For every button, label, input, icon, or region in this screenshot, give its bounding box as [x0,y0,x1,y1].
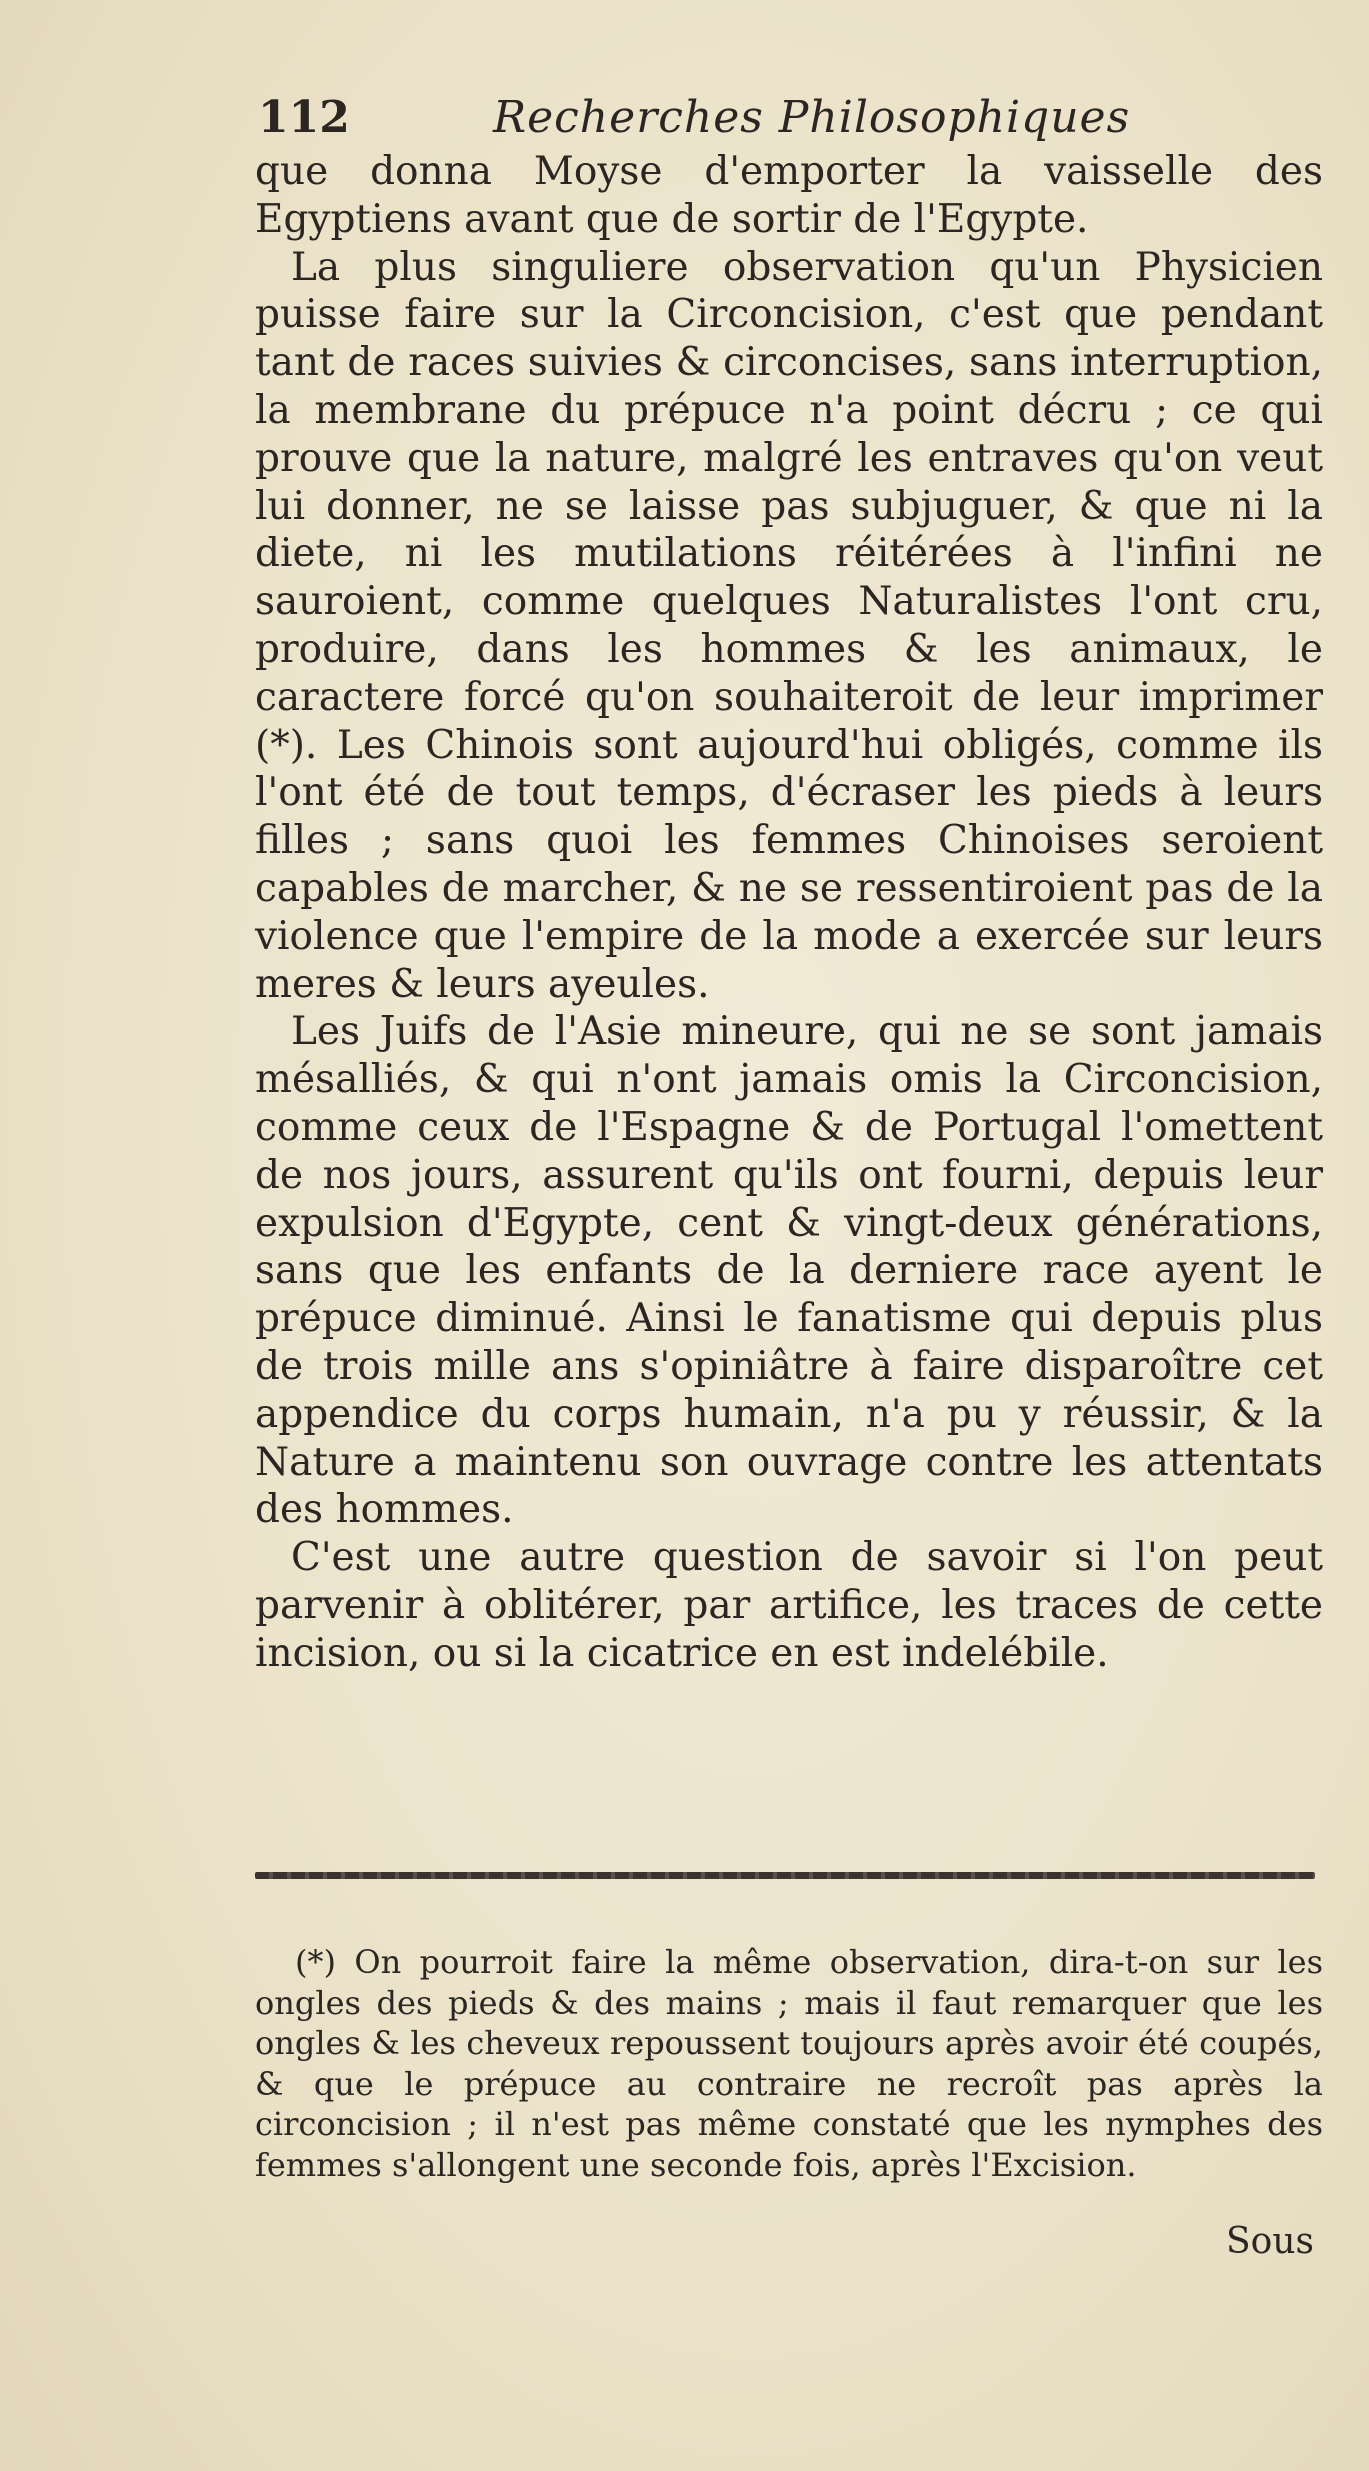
page-header [258,88,1138,148]
paragraph-juifs: Les Juifs de l'Asie mineure, qui ne se sont jamais mésalliés, & qui n'ont jamais omis la Circoncision, comme ceux de l'Espagne & de Portugal l'omettent de nos jours, assurent qu'ils ont fourni, depuis leur expulsion d'Egypte, cent & vingt-deux générations, sans que les enfants de la derniere race ayent le prépuce diminué. Ainsi le fanatisme qui depuis plus de trois mille ans s'opiniâtre à faire disparoître cet appendice du corps humain, n'a pu y réussir, & la Nature a maintenu son ouvrage contre les attentats des hommes. [255,1009,1323,1533]
paragraph-continuation: que donna Moyse d'emporter la vaisselle des Egyptiens avant que de sortir de l'Egypte. [255,149,1323,242]
catchword: Sous [1226,2221,1314,2262]
page-number: 112 [258,92,350,143]
paragraph-question: C'est une autre question de savoir si l'on peut parvenir à oblitérer, par artifice, les traces de cette incision, ou si la cicatrice en est indelébile. [255,1535,1323,1676]
footnote-divider [255,1872,1315,1879]
running-title: Recherches Philosophiques [493,92,1131,143]
footnote [255,1942,1323,2185]
footnote-text: (*) On pourroit faire la même observation, dira-t-on sur les ongles des pieds & des mains ; mais il faut remarquer que les ongles & les cheveux repoussent toujours après avoir été coupés, & que le prépuce au contraire ne recroît pas après la circoncision ; il n'est pas même constaté que les nymphes des femmes s'allongent une seconde fois, après l'Excision. [255,1943,1323,2184]
paragraph-circoncision: La plus singuliere observation qu'un Physicien puisse faire sur la Circoncision, c'est que pendant tant de races suivies & circoncises, sans interruption, la membrane du prépuce n'a point décru ; ce qui prouve que la nature, malgré les entraves qu'on veut lui donner, ne se laisse pas subjuguer, & que ni la diete, ni les mutilations réitérées à l'infini ne sauroient, comme quelques Naturalistes l'ont cru, produire, dans les hommes & les animaux, le caractere forcé qu'on souhaiteroit de leur imprimer (*). Les Chinois sont aujourd'hui obligés, comme ils l'ont été de tout temps, d'écraser les pieds à leurs filles ; sans quoi les femmes Chinoises seroient capables de marcher, & ne se ressentiroient pas de la violence que l'empire de la mode a exercée sur leurs meres & leurs ayeules. [255,244,1323,1007]
main-text [255,148,1323,1678]
